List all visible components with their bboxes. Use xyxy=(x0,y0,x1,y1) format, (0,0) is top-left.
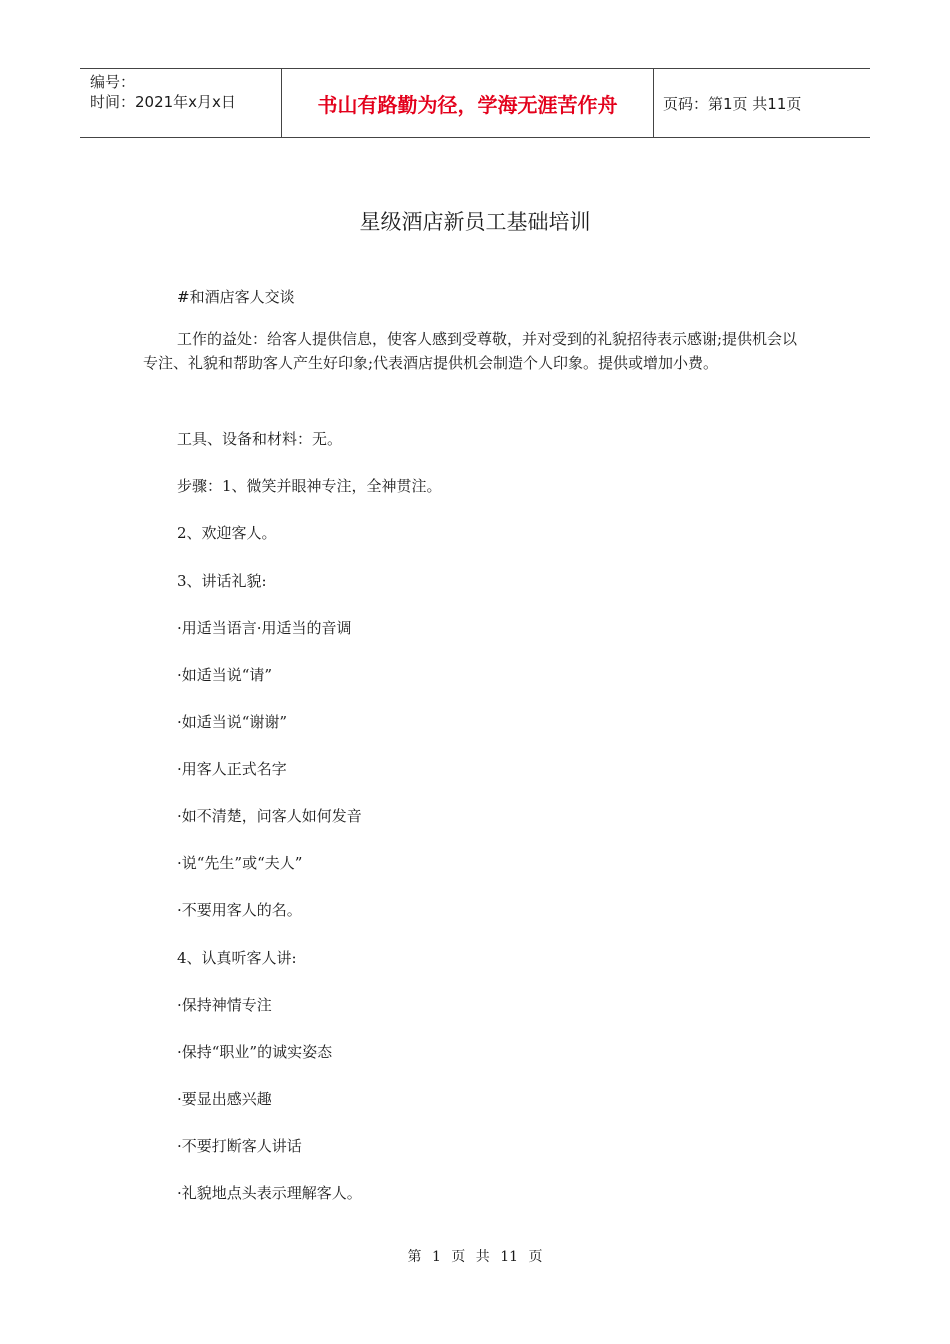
document-time-label: 时间：2021年x月x日 xyxy=(90,93,236,111)
body-line: 3、讲话礼貌: xyxy=(177,572,267,590)
list-item: ·说“先生”或“夫人” xyxy=(177,854,303,872)
section-heading: #和酒店客人交谈 xyxy=(177,288,295,306)
list-item: ·如适当说“谢谢” xyxy=(177,713,288,731)
list-item: ·要显出感兴趣 xyxy=(177,1090,272,1108)
header-page-info: 页码：第1页 共11页 xyxy=(663,94,802,113)
header-motto: 书山有路勤为径，学海无涯苦作舟 xyxy=(281,69,654,137)
list-item: ·用客人正式名字 xyxy=(177,760,287,778)
body-line: 2、欢迎客人。 xyxy=(177,524,277,542)
body-line: 工具、设备和材料：无。 xyxy=(177,430,343,448)
header-meta xyxy=(80,69,281,137)
list-item: ·保持神情专注 xyxy=(177,996,272,1014)
list-item: ·如适当说“请” xyxy=(177,666,273,684)
list-item: ·用适当语言·用适当的音调 xyxy=(177,619,352,637)
benefits-paragraph: 工作的益处：给客人提供信息，使客人感到受尊敬，并对受到的礼貌招待表示感谢;提供机会以专注、礼貌和帮助客人产生好印象;代表酒店提供机会制造个人印象。提供或增加小费。 xyxy=(143,330,798,372)
document-number-label: 编号： xyxy=(90,73,136,91)
list-item: ·不要打断客人讲话 xyxy=(177,1137,302,1155)
body-line: 4、认真听客人讲: xyxy=(177,949,297,967)
list-item: ·礼貌地点头表示理解客人。 xyxy=(177,1184,362,1202)
body-line: 步骤：1、微笑并眼神专注，全神贯注。 xyxy=(177,477,442,495)
list-item: ·保持“职业”的诚实姿态 xyxy=(177,1043,333,1061)
page-footer: 第 1 页 共 11 页 xyxy=(407,1249,543,1265)
list-item: ·不要用客人的名。 xyxy=(177,901,302,919)
document-body xyxy=(143,282,811,398)
page-header xyxy=(80,68,870,138)
document-title: 星级酒店新员工基础培训 xyxy=(359,210,591,234)
list-item: ·如不清楚，问客人如何发音 xyxy=(177,807,362,825)
